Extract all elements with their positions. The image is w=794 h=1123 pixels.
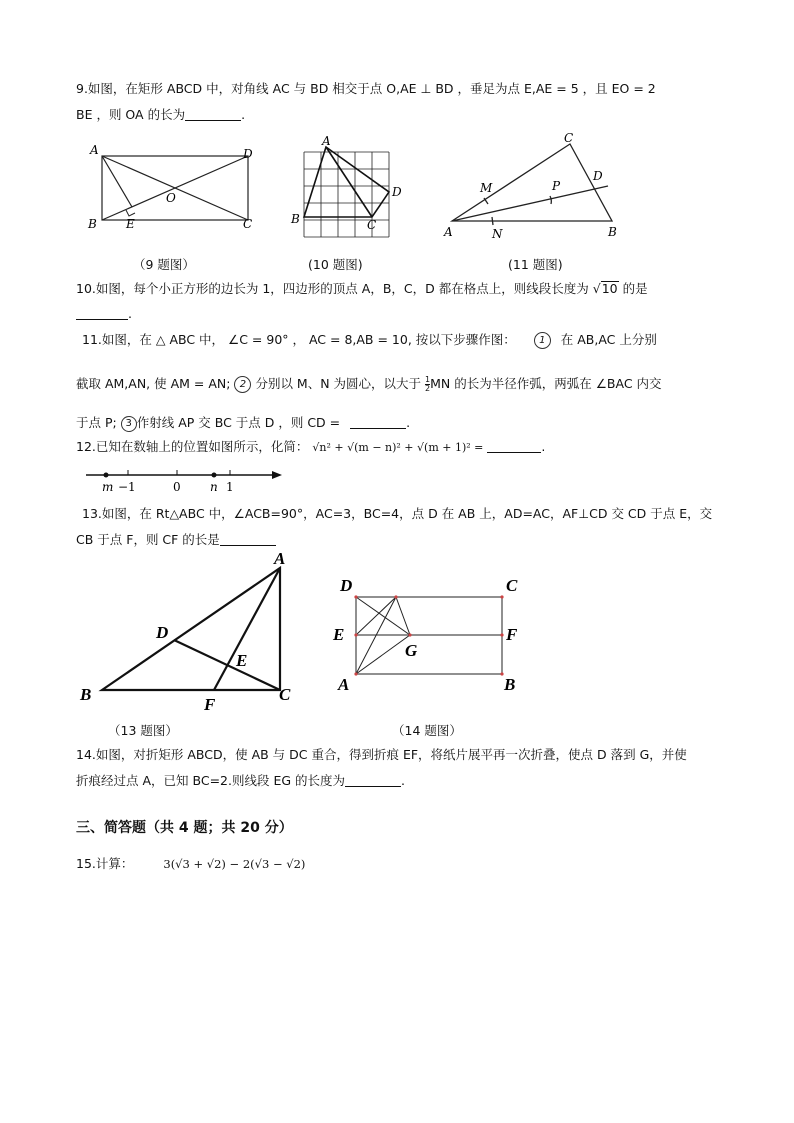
sqrt-10: 10 <box>601 281 618 296</box>
label-n: N <box>492 227 503 241</box>
point-n <box>212 473 217 478</box>
q11-text6: 于点 P; <box>76 415 117 430</box>
q9-line2 <box>76 106 245 124</box>
label-b: B <box>80 685 92 704</box>
q14-period: . <box>401 773 405 788</box>
caption-10: (10 题图) <box>308 257 363 272</box>
answer-blank[interactable] <box>487 440 541 453</box>
label-b: B <box>504 675 516 694</box>
answer-blank[interactable] <box>220 533 276 546</box>
q14-line1: 14.如图，对折矩形 ABCD，使 AB 与 DC 重合，得到折痕 EF，将纸片展平再一次折叠，使点 D 落到 G，并使 <box>76 747 687 762</box>
figure-10 <box>288 136 403 240</box>
label-a: A <box>322 136 331 148</box>
answer-blank[interactable] <box>185 108 241 121</box>
answer-blank[interactable] <box>345 774 401 787</box>
q11-line2 <box>76 375 662 393</box>
q11-text5: MN 的长为半径作弧，两弧在 ∠BAC 内交 <box>430 376 662 391</box>
section-heading: 三、简答题（共 4 题；共 20 分） <box>76 820 293 836</box>
segment-pg <box>396 597 410 635</box>
label-d: D <box>340 576 353 595</box>
step-2-mark: 2 <box>234 376 251 393</box>
label-d: D <box>156 623 169 642</box>
caption-11: (11 题图) <box>508 257 563 272</box>
right-angle-mark <box>126 210 135 216</box>
q11-text1: 11.如图，在 △ ABC 中， ∠C = 90° ， AC = 8,AB = 10, 按以下步骤作图： <box>82 332 516 347</box>
caption-14: （14 题图） <box>392 723 462 738</box>
label-d: D <box>593 169 603 183</box>
segment-ag <box>356 635 410 674</box>
arc-mark-p <box>550 196 551 204</box>
caption-13: （13 题图） <box>108 723 178 738</box>
label-p: P <box>552 179 561 193</box>
number-line <box>84 465 284 495</box>
label-c: C <box>243 217 253 231</box>
q13-line2 <box>76 531 276 549</box>
label-one: 1 <box>226 480 234 494</box>
triangle-abc <box>452 144 612 221</box>
label-m: m <box>102 480 114 494</box>
label-b: B <box>88 217 97 231</box>
label-a: A <box>338 675 350 694</box>
segment-af <box>214 568 280 690</box>
q15-line <box>76 855 305 873</box>
label-c: C <box>506 576 518 595</box>
label-c: C <box>367 218 377 232</box>
step-3-mark: 3 <box>121 416 137 432</box>
label-b: B <box>608 225 617 239</box>
q11-text4: 分别以 M、N 为圆心，以大于 <box>255 376 422 391</box>
q10-line2 <box>76 305 132 323</box>
q11-period: . <box>406 415 411 430</box>
figure-14 <box>330 572 530 697</box>
q11-text7: 作射线 AP 交 BC 于点 D ，则 CD = <box>136 415 341 430</box>
q11-line1 <box>82 331 657 349</box>
label-c: C <box>564 131 574 145</box>
q15-expression: 3(√3 + √2) − 2(√3 − √2) <box>163 857 306 871</box>
figure-9 <box>86 140 261 235</box>
q15-label: 15.计算： <box>76 856 134 871</box>
q9-line2-text: BE ，则 OA 的长为 <box>76 107 186 122</box>
label-e: E <box>236 651 248 670</box>
arc-mark-n <box>492 217 493 225</box>
triangle-abc <box>102 568 280 690</box>
fraction-half: $\frac{1}{2}$ <box>425 375 431 393</box>
q13-text: CB 于点 F，则 CF 的长是 <box>76 532 220 547</box>
segment-ae <box>102 156 132 207</box>
label-a: A <box>90 143 99 157</box>
label-e: E <box>333 625 345 644</box>
label-a: A <box>444 225 453 239</box>
q14-text: 折痕经过点 A，已知 BC=2.则线段 EG 的长度为 <box>76 773 346 788</box>
ray-ap <box>452 186 608 221</box>
figure-13 <box>76 548 301 716</box>
q9-line1: 9.如图，在矩形 ABCD 中，对角线 AC 与 BD 相交于点 O,AE ⊥ BD ，垂足为点 E,AE = 5 ，且 EO = 2 <box>76 81 656 96</box>
answer-blank[interactable] <box>76 307 128 320</box>
label-c: C <box>279 685 291 704</box>
q11-line3 <box>76 414 410 432</box>
label-f: F <box>204 695 216 714</box>
q9-period: . <box>241 107 246 122</box>
q12-period: . <box>541 439 546 454</box>
segment-dg <box>356 597 410 635</box>
q11-text3: 截取 AM,AN, 使 AM = AN; <box>76 376 231 391</box>
q13-line1: 13.如图，在 Rt△ABC 中，∠ACB=90°，AC=3，BC=4，点 D 在 AB 上，AD=AC，AF⊥CD 交 CD 于点 E，交 <box>82 506 713 521</box>
q10-period: . <box>128 306 132 321</box>
q11-text2: 在 AB,AC 上分别 <box>560 332 657 347</box>
point-m <box>104 473 109 478</box>
label-f: F <box>506 625 518 644</box>
segment-ac <box>326 147 372 217</box>
q12-expression: √n² + √(m − n)² + √(m + 1)² = <box>312 441 484 454</box>
label-g: G <box>405 641 418 660</box>
q10-line1: 10.如图，每个小正方形的边长为 1，四边形的顶点 A，B，C，D 都在格点上，则线段长度为 √10 的是 <box>76 281 648 296</box>
label-d: D <box>243 147 253 161</box>
label-e: E <box>126 217 135 231</box>
q10-text-end: 的是 <box>622 281 648 296</box>
label-d: D <box>392 185 402 199</box>
segment-ep <box>356 597 396 635</box>
label-b: B <box>291 212 300 226</box>
label-m: M <box>480 181 493 195</box>
q12-line <box>76 438 545 457</box>
q10-text: 10.如图，每个小正方形的边长为 1，四边形的顶点 A，B，C，D 都在格点上，则线段长度为 <box>76 281 589 296</box>
caption-9: （9 题图） <box>133 257 195 272</box>
answer-blank[interactable] <box>350 416 406 429</box>
label-minus-one: −1 <box>118 480 136 494</box>
q12-text: 12.已知在数轴上的位置如图所示，化简： <box>76 439 309 454</box>
quadrilateral-abcd <box>304 147 389 217</box>
q14-line2 <box>76 772 405 790</box>
label-a: A <box>274 549 286 568</box>
label-zero: 0 <box>173 480 181 494</box>
label-n: n <box>210 480 218 494</box>
label-o: O <box>166 191 176 205</box>
figure-11 <box>440 130 625 242</box>
step-1-mark: 1 <box>534 332 551 349</box>
